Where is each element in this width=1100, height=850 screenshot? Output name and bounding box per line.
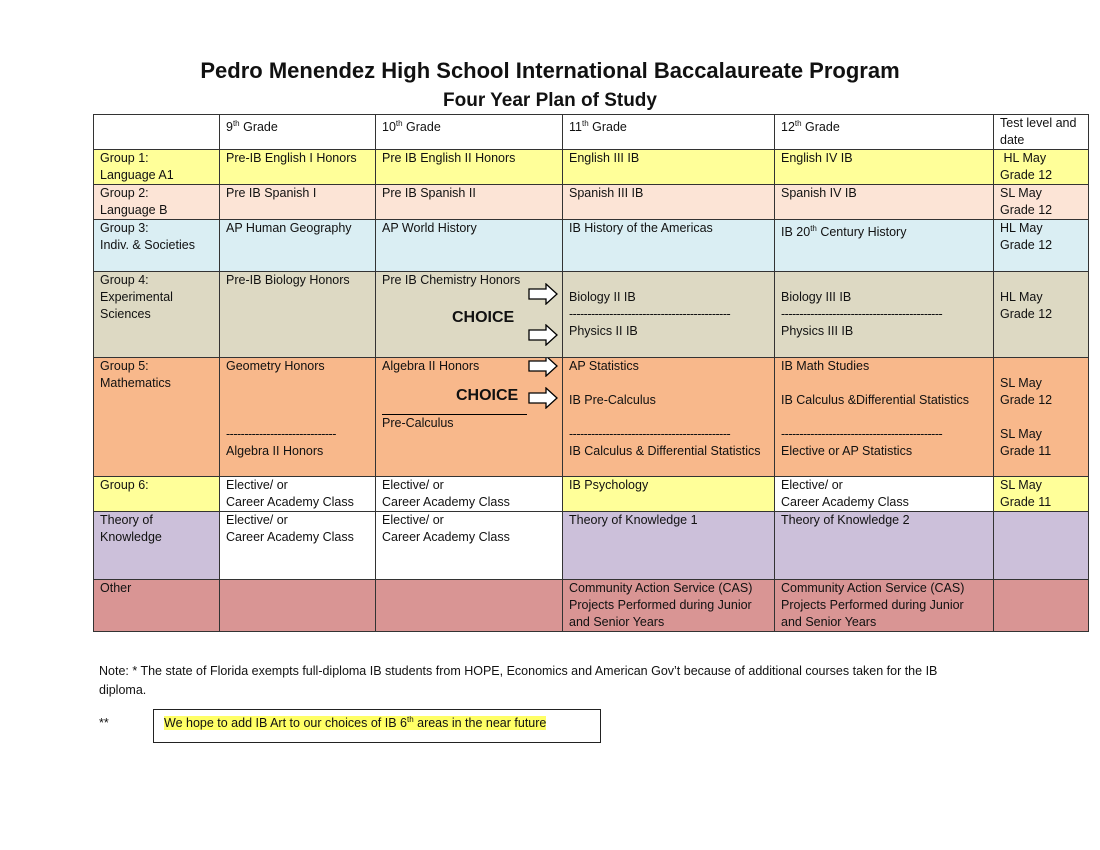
course-cell: English III IB [563,150,775,185]
course-cell: Pre IB Spanish II [376,185,563,220]
course-cell: Pre IB Spanish I [220,185,376,220]
test-cell: SL May Grade 11 [994,477,1089,512]
course-cell: IB History of the Americas [563,220,775,272]
row-theory-of-knowledge [94,512,1089,580]
row-group-2 [94,185,1089,220]
right-arrow-icon [528,387,558,409]
group-label: Other [94,580,220,632]
right-arrow-icon [528,358,558,378]
course-cell: Biology III IB -------------------------------------------- Physics III IB [775,272,994,358]
header-blank-cell [94,115,220,150]
course-cell: Theory of Knowledge 2 [775,512,994,580]
course-cell: English IV IB [775,150,994,185]
course-cell: Spanish III IB [563,185,775,220]
course-cell: Elective/ or Career Academy Class [220,512,376,580]
choice-label: CHOICE [456,387,519,404]
course-cell: Community Action Service (CAS) Projects Performed during Junior and Senior Years [563,580,775,632]
course-cell: Elective/ or Career Academy Class [376,512,563,580]
right-arrow-icon [528,324,558,346]
course-cell: Pre IB Chemistry Honors CHOICE [376,272,563,358]
test-cell: HL May Grade 12 [994,272,1089,358]
course-cell: Community Action Service (CAS) Projects Performed during Junior and Senior Years [775,580,994,632]
test-cell [994,512,1089,580]
course-cell: Pre-IB Biology Honors [220,272,376,358]
note-text: Note: * The state of Florida exempts full-diploma IB students from HOPE, Economics and American Gov’t because of additional courses taken for the IB diploma. [99,664,938,697]
course-cell: Elective/ or Career Academy Class [775,477,994,512]
header-test-level: Test level and date [994,115,1089,150]
group-label: Group 1: Language A1 [94,150,220,185]
future-plan-box [153,709,601,743]
course-cell: Geometry Honors ------------------------------ Algebra II Honors [220,358,376,477]
course-cell: Pre-IB English I Honors [220,150,376,185]
test-cell: SL May Grade 12 SL May Grade 11 [994,358,1089,477]
course-cell: Elective/ or Career Academy Class [220,477,376,512]
course-cell: AP World History [376,220,563,272]
test-cell: HL May Grade 12 [994,220,1089,272]
study-plan-table [93,114,1089,632]
page-title: Pedro Menendez High School International Baccalaureate Program [200,58,900,83]
test-cell: SL May Grade 12 [994,185,1089,220]
course-cell: IB Math Studies IB Calculus &Differential Statistics -------------------------------------------- Elective or AP Statistics [775,358,994,477]
course-cell: AP Statistics IB Pre-Calculus -------------------------------------------- IB Calculus & Differential Statistics [563,358,775,477]
header-grade-11: 11th Grade [563,115,775,150]
page-subtitle: Four Year Plan of Study [443,90,657,111]
course-cell: Elective/ or Career Academy Class [376,477,563,512]
course-cell [376,580,563,632]
group-label: Group 2: Language B [94,185,220,220]
row-group-4 [94,272,1089,358]
group-label: Group 5: Mathematics [94,358,220,477]
course-cell: Algebra II Honors CHOICE Pre-Calculus [376,358,563,477]
header-grade-10: 10th Grade [376,115,563,150]
row-other [94,580,1089,632]
course-cell: IB Psychology [563,477,775,512]
right-arrow-icon [528,283,558,305]
group-label: Group 3: Indiv. & Societies [94,220,220,272]
header-grade-9: 9th Grade [220,115,376,150]
course-cell: AP Human Geography [220,220,376,272]
group-label: Theory of Knowledge [94,512,220,580]
course-cell: IB 20th Century History [775,220,994,272]
future-plan-text: We hope to add IB Art to our choices of IB 6th areas in the near future [164,715,547,731]
test-cell [994,580,1089,632]
row-group-3 [94,220,1089,272]
course-cell: Spanish IV IB [775,185,994,220]
header-grade-12: 12th Grade [775,115,994,150]
course-cell: Biology II IB -------------------------------------------- Physics II IB [563,272,775,358]
group-label: Group 6: [94,477,220,512]
row-group-5 [94,358,1089,477]
course-cell: Pre IB English II Honors [376,150,563,185]
row-group-6 [94,477,1089,512]
footnote-marker: ** [99,716,109,730]
course-cell [220,580,376,632]
header-row [94,115,1089,150]
row-group-1 [94,150,1089,185]
course-cell: Theory of Knowledge 1 [563,512,775,580]
group-label: Group 4: Experimental Sciences [94,272,220,358]
choice-label: CHOICE [452,309,515,326]
test-cell: HL May Grade 12 [994,150,1089,185]
